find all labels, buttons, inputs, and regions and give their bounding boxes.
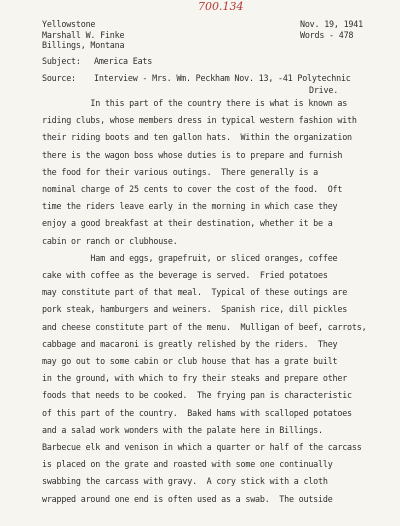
body-line: wrapped around one end is often used as a swab. The outside	[42, 493, 333, 504]
body-line: may go out to some cabin or club house that has a grate built	[42, 356, 338, 366]
header-word-count: Words - 478	[300, 29, 354, 40]
body-line: in the ground, with which to fry their steaks and prepare other	[42, 373, 348, 384]
body-line: enjoy a good breakfast at their destination, whether it be a	[42, 218, 333, 229]
body-line: pork steak, hamburgers and weiners. Spanish rice, dill pickles	[42, 304, 348, 315]
body-line: Ham and eggs, grapefruit, or sliced oranges, coffee	[42, 252, 338, 263]
subject-line	[42, 56, 152, 66]
source-value: Interview - Mrs. Wm. Peckham Nov. 13, -41 Polytechnic	[94, 73, 351, 83]
body-line: cake with coffee as the beverage is served. Fried potatoes	[42, 270, 328, 280]
body-line: is placed on the grate and roasted with some one continually	[42, 459, 333, 470]
body-line: the food for their various outings. There generally is a	[42, 166, 319, 177]
body-line: of this part of the country. Baked hams with scalloped potatoes	[42, 407, 352, 418]
body-line: time the riders leave early in the morning in which case they	[42, 201, 338, 212]
body-line: foods that needs to be cooked. The frying pan is characteristic	[42, 390, 352, 401]
body-line: their riding boots and ten gallon hats. Within the organization	[42, 132, 352, 143]
subject-value: America Eats	[94, 56, 153, 66]
body-line: cabin or ranch or clubhouse.	[42, 235, 178, 246]
header-right-block	[300, 19, 363, 40]
body-line: and a salad work wonders with the palate here in Billings.	[42, 424, 323, 435]
header-author: Marshall W. Finke	[42, 29, 125, 40]
handwritten-catalog-number: 700.134	[198, 0, 244, 13]
body-line: swabbing the carcass with gravy. A cory stick with a cloth	[42, 476, 328, 487]
body-line: cabbage and macaroni is greatly relished by the riders. They	[42, 338, 338, 349]
body-line: riding clubs, whose members dress in typical western fashion with	[42, 115, 357, 126]
body-line: Barbecue elk and venison in which a quarter or half of the carcass	[42, 442, 362, 452]
header-location: Yellowstone	[42, 19, 96, 29]
body-line: nominal charge of 25 cents to cover the cost of the food. Oft	[42, 184, 343, 194]
source-label: Source:	[42, 73, 76, 83]
body-line: there is the wagon boss whose duties is to prepare and furnish	[42, 149, 343, 160]
source-value-continued: Drive.	[309, 85, 339, 95]
body-line: and cheese constitute part of the menu. Mulligan of beef, carrots,	[42, 321, 367, 332]
source-line	[42, 73, 351, 83]
header-date: Nov. 19, 1941	[300, 19, 363, 29]
subject-label: Subject:	[42, 56, 81, 66]
header-left-block	[42, 19, 124, 51]
header-city: Billings, Montana	[42, 40, 125, 50]
body-line: In this part of the country there is what is known as	[42, 98, 348, 108]
body-line: may constitute part of that meal. Typical of these outings are	[42, 287, 348, 298]
